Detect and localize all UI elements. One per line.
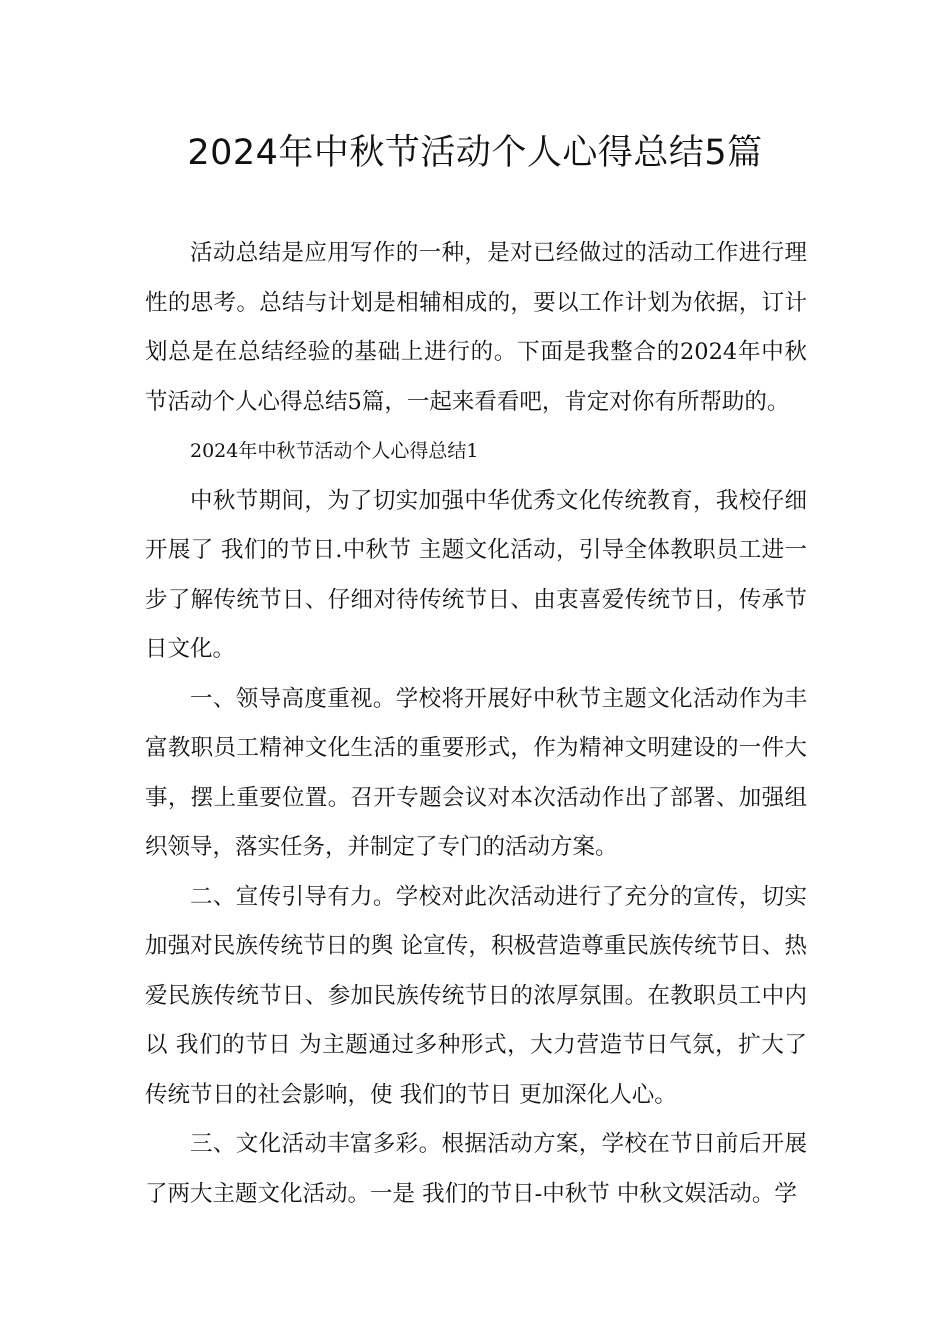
body-paragraph: 三、文化活动丰富多彩。根据活动方案，学校在节日前后开展了两大主题文化活动。一是 我们的节日-中秋节 中秋文娱活动。学	[145, 1131, 807, 1207]
body-paragraph: 一、领导高度重视。学校将开展好中秋节主题文化活动作为丰富教职员工精神文化生活的重要形式，作为精神文明建设的一件大事，摆上重要位置。召开专题会议对本次活动作出了部署、加强组织领导，落实任务，并制定了专门的活动方案。	[145, 685, 807, 860]
body-paragraph: 二、宣传引导有力。学校对此次活动进行了充分的宣传，切实加强对民族传统节日的舆 论宣传，积极营造尊重民族传统节日、热爱民族传统节日、参加民族传统节日的浓厚氛围。在教职员工中内以 我们的节日 为主题通过多种形式，大力营造节日气氛，扩大了传统节日的社会影响，使 我们的节日 更加深化人心。	[145, 883, 807, 1108]
document-body	[145, 229, 807, 1219]
document-title: 2024年中秋节活动个人心得总结5篇	[187, 133, 763, 173]
section-heading: 2024年中秋节活动个人心得总结1	[190, 440, 479, 462]
intro-paragraph: 活动总结是应用写作的一种，是对已经做过的活动工作进行理性的思考。总结与计划是相辅相成的，要以工作计划为依据，订计划总是在总结经验的基础上进行的。下面是我整合的2024年中秋节活动个人心得总结5篇，一起来看看吧，肯定对你有所帮助的。	[145, 240, 807, 415]
body-paragraph: 中秋节期间，为了切实加强中华优秀文化传统教育，我校仔细开展了 我们的节日.中秋节 主题文化活动，引导全体教职员工进一步了解传统节日、仔细对待传统节日、由衷喜爱传统节日，传承节日文化。	[145, 487, 807, 662]
